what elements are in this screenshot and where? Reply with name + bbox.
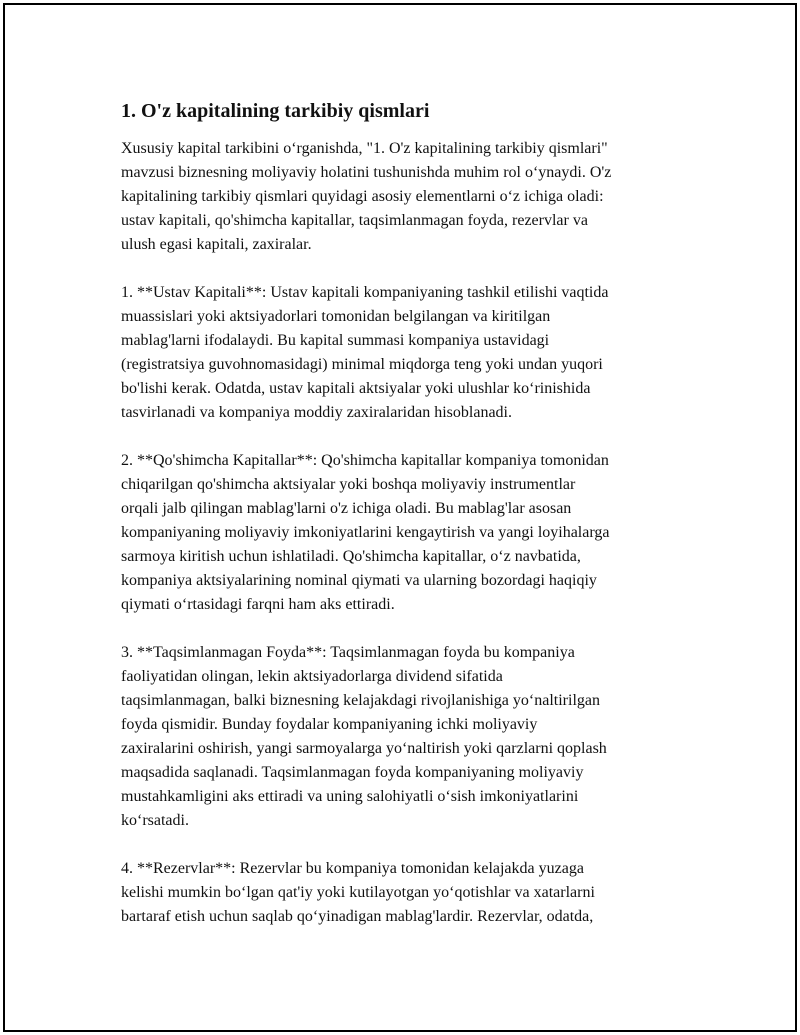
text-line: (registratsiya guvohnomasidagi) minimal miqdorga teng yoki undan yuqori: [121, 356, 603, 373]
text-line: kompaniya aktsiyalarining nominal qiymati va ularning bozordagi haqiqiy: [121, 572, 597, 589]
text-line: 1. **Ustav Kapitali**: Ustav kapitali kompaniyaning tashkil etilishi vaqtida: [121, 284, 609, 301]
text-line: tasvirlanadi va kompaniya moddiy zaxiralaridan hisoblanadi.: [121, 404, 512, 421]
text-line: bo'lishi kerak. Odatda, ustav kapitali aktsiyalar yoki ulushlar koʻrinishida: [121, 380, 591, 397]
paragraph-qoshimcha-kapitallar: [121, 449, 701, 617]
text-line: sarmoya kiritish uchun ishlatiladi. Qo'shimcha kapitallar, oʻz navbatida,: [121, 548, 581, 565]
text-line: faoliyatidan olingan, lekin aktsiyadorlarga dividend sifatida: [121, 668, 503, 685]
page-frame: [3, 3, 797, 1032]
text-line: orqali jalb qilingan mablag'larni o'z ichiga oladi. Bu mablag'lar asosan: [121, 500, 572, 517]
text-line: ustav kapitali, qo'shimcha kapitallar, taqsimlanmagan foyda, rezervlar va: [121, 212, 588, 229]
text-line: maqsadida saqlanadi. Taqsimlanmagan foyda kompaniyaning moliyaviy: [121, 764, 584, 781]
text-line: kelishi mumkin boʻlgan qat'iy yoki kutilayotgan yoʻqotishlar va xatarlarni: [121, 884, 595, 901]
text-line: mustahkamligini aks ettiradi va uning salohiyatli oʻsish imkoniyatlarini: [121, 788, 579, 805]
text-line: chiqarilgan qo'shimcha aktsiyalar yoki boshqa moliyaviy instrumentlar: [121, 476, 576, 493]
text-line: ulush egasi kapitali, zaxiralar.: [121, 236, 312, 253]
text-line: koʻrsatadi.: [121, 812, 189, 829]
text-line: taqsimlanmagan, balki biznesning kelajakdagi rivojlanishiga yoʻnaltirilgan: [121, 692, 600, 709]
text-line: 3. **Taqsimlanmagan Foyda**: Taqsimlanmagan foyda bu kompaniya: [121, 644, 575, 661]
text-line: 2. **Qo'shimcha Kapitallar**: Qo'shimcha kapitallar kompaniya tomonidan: [121, 452, 609, 469]
paragraph-rezervlar: [121, 857, 701, 929]
text-line: muassislari yoki aktsiyadorlari tomonidan belgilangan va kiritilgan: [121, 308, 551, 325]
text-line: qiymati oʻrtasidagi farqni ham aks ettiradi.: [121, 596, 395, 613]
text-line: Xususiy kapital tarkibini oʻrganishda, "1. O'z kapitalining tarkibiy qismlari": [121, 140, 608, 157]
document-body: [121, 97, 701, 953]
paragraph-taqsimlanmagan-foyda: [121, 641, 701, 833]
text-line: kapitalining tarkibiy qismlari quyidagi asosiy elementlarni oʻz ichiga oladi:: [121, 188, 604, 205]
text-line: kompaniyaning moliyaviy imkoniyatlarini kengaytirish va yangi loyihalarga: [121, 524, 610, 541]
text-line: 4. **Rezervlar**: Rezervlar bu kompaniya tomonidan kelajakda yuzaga: [121, 860, 584, 877]
text-line: mablag'larni ifodalaydi. Bu kapital summasi kompaniya ustavidagi: [121, 332, 550, 349]
text-line: mavzusi biznesning moliyaviy holatini tushunishda muhim rol oʻynaydi. O'z: [121, 164, 612, 181]
text-line: zaxiralarini oshirish, yangi sarmoyalarga yoʻnaltirish yoki qarzlarni qoplash: [121, 740, 607, 757]
text-line: foyda qismidir. Bunday foydalar kompaniyaning ichki moliyaviy: [121, 716, 538, 733]
text-line: bartaraf etish uchun saqlab qoʻyinadigan mablag'lardir. Rezervlar, odatda,: [121, 908, 594, 925]
paragraph-ustav-kapitali: [121, 281, 701, 425]
document-title: 1. O'z kapitalining tarkibiy qismlari: [121, 100, 430, 122]
paragraph-intro: [121, 137, 701, 257]
